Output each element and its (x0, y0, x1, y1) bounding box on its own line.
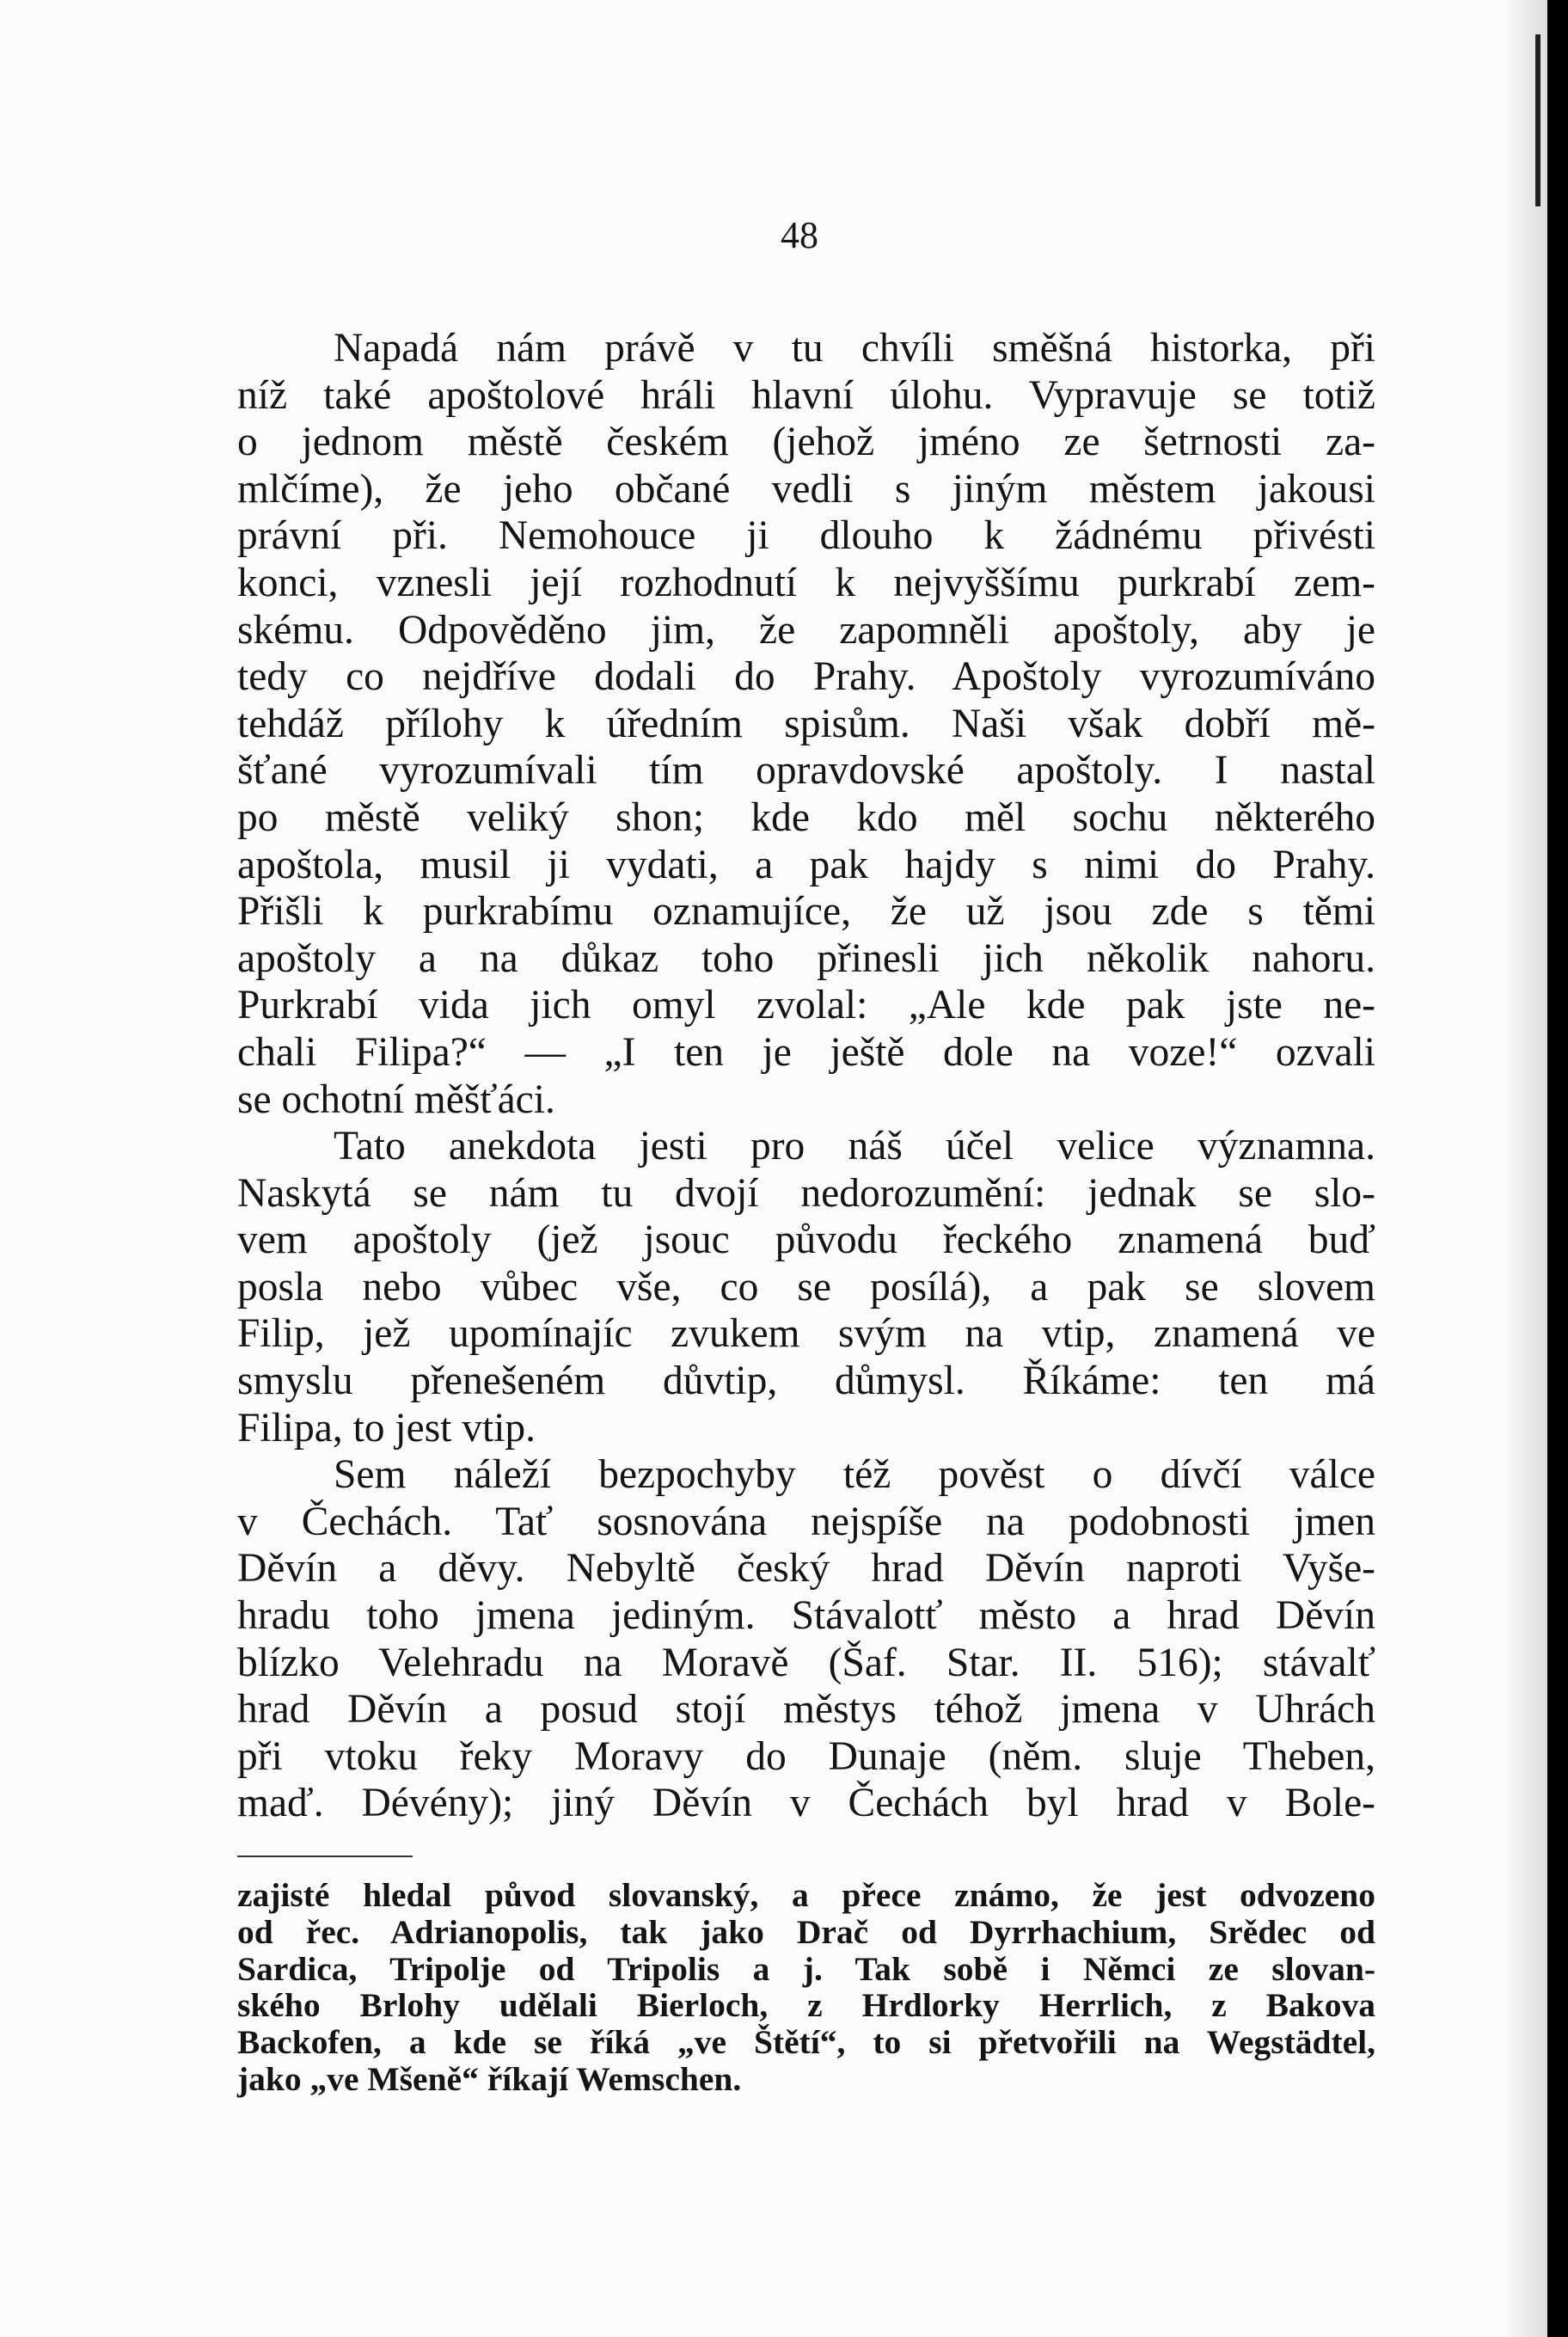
text-line: se ochotní měšťáci. (237, 1076, 555, 1122)
text-line: maď. Dévény); jiný Děvín v Čechách byl hrad v Bole- (237, 1781, 1375, 1826)
text-line: tedy co nejdříve dodali do Prahy. Apoštoly vyrozumíváno (237, 654, 1375, 700)
text-line: Přišli k purkrabímu oznamujíce, že už jsou zde s těmi (237, 889, 1375, 935)
text-line: vem apoštoly (jež jsouc původu řeckého znamená buď (237, 1218, 1375, 1263)
text-line: Filip, jež upomínajíc zvukem svým na vtip, znamená ve (237, 1311, 1375, 1357)
page-edge-shadow (1504, 0, 1547, 2337)
text-line: Filipa, to jest vtip. (237, 1405, 536, 1451)
text-line: chali Filipa?“ — „I ten je ještě dole na voze!“ ozvali (237, 1029, 1375, 1075)
binding-edge (1535, 34, 1540, 206)
text-line: o jednom městě českém (jehož jméno ze šetrnosti za- (237, 420, 1375, 465)
text-line: Děvín a děvy. Nebyltě český hrad Děvín naproti Vyše- (237, 1546, 1375, 1592)
text-line: apoštola, musil ji vydati, a pak hajdy s nimi do Prahy. (237, 842, 1375, 887)
text-line: Tato anekdota jesti pro náš účel velice významna. (334, 1124, 1375, 1169)
footnote-line: Backofen, a kde se říká „ve Štětí“, to si přetvořili na Wegstädtel, (237, 2023, 1375, 2062)
text-line: Purkrabí vida jich omyl zvolal: „Ale kde pak jste ne- (237, 983, 1375, 1028)
text-line: konci, vznesli její rozhodnutí k nejvyššímu purkrabí zem- (237, 560, 1375, 605)
footnote-line: ského Brlohy udělali Bierloch, z Hrdlorky Herrlich, z Bakova (237, 1986, 1375, 2025)
text-line: blízko Velehradu na Moravě (Šaf. Star. II. 516); stávalť (237, 1640, 1375, 1685)
text-line: apoštoly a na důkaz toho přinesli jich několik nahoru. (237, 935, 1375, 981)
text-line: Naskytá se nám tu dvojí nedorozumění: jednak se slo- (237, 1170, 1375, 1216)
main-text (237, 325, 1375, 1827)
text-line: po městě veliký shon; kde kdo měl sochu některého (237, 794, 1375, 840)
text-line: hrad Děvín a posud stojí městys téhož jmena v Uhrách (237, 1687, 1375, 1733)
text-line: Napadá nám právě v tu chvíli směšná historka, při (334, 326, 1375, 371)
text-line: při vtoku řeky Moravy do Dunaje (něm. sluje Theben, (237, 1733, 1375, 1779)
text-line: smyslu přenešeném důvtip, důmysl. Říkáme: ten má (237, 1359, 1375, 1404)
text-line: šťané vyrozumívali tím opravdovské apoštoly. I nastal (237, 748, 1375, 794)
page-number: 48 (781, 214, 818, 256)
text-line: tehdáž přílohy k úředním spisům. Naši však dobří mě- (237, 701, 1375, 746)
footnote-divider (237, 1855, 413, 1857)
text-line: hradu toho jmena jediným. Stávalotť město a hrad Děvín (237, 1593, 1375, 1639)
footnote-line: od řec. Adrianopolis, tak jako Drač od Dyrrhachium, Srědec od (237, 1912, 1375, 1951)
text-line: posla nebo vůbec vše, co se posílá), a pak se slovem (237, 1264, 1375, 1310)
footnote-line: Sardica, Tripolje od Tripolis a j. Tak sobě i Němci ze slovan- (237, 1949, 1375, 1988)
footnote (237, 1877, 1375, 2098)
text-line: Sem náleží bezpochyby též pověst o dívčí válce (334, 1452, 1375, 1498)
text-line: níž také apoštolové hráli hlavní úlohu. Vypravuje se totiž (237, 372, 1375, 418)
footnote-line: zajisté hledal původ slovanský, a přece známo, že jest odvozeno (237, 1876, 1375, 1914)
text-line: v Čechách. Tať sosnována nejspíše na podobnosti jmen (237, 1499, 1375, 1544)
text-line: mlčíme), že jeho občané vedli s jiným městem jakousi (237, 466, 1375, 512)
text-line: právní při. Nemohouce ji dlouho k žádnému přivésti (237, 513, 1375, 559)
footnote-line: jako „ve Mšeně“ říkají Wemschen. (237, 2059, 742, 2098)
text-line: skému. Odpověděno jim, že zapomněli apoštoly, aby je (237, 607, 1375, 653)
